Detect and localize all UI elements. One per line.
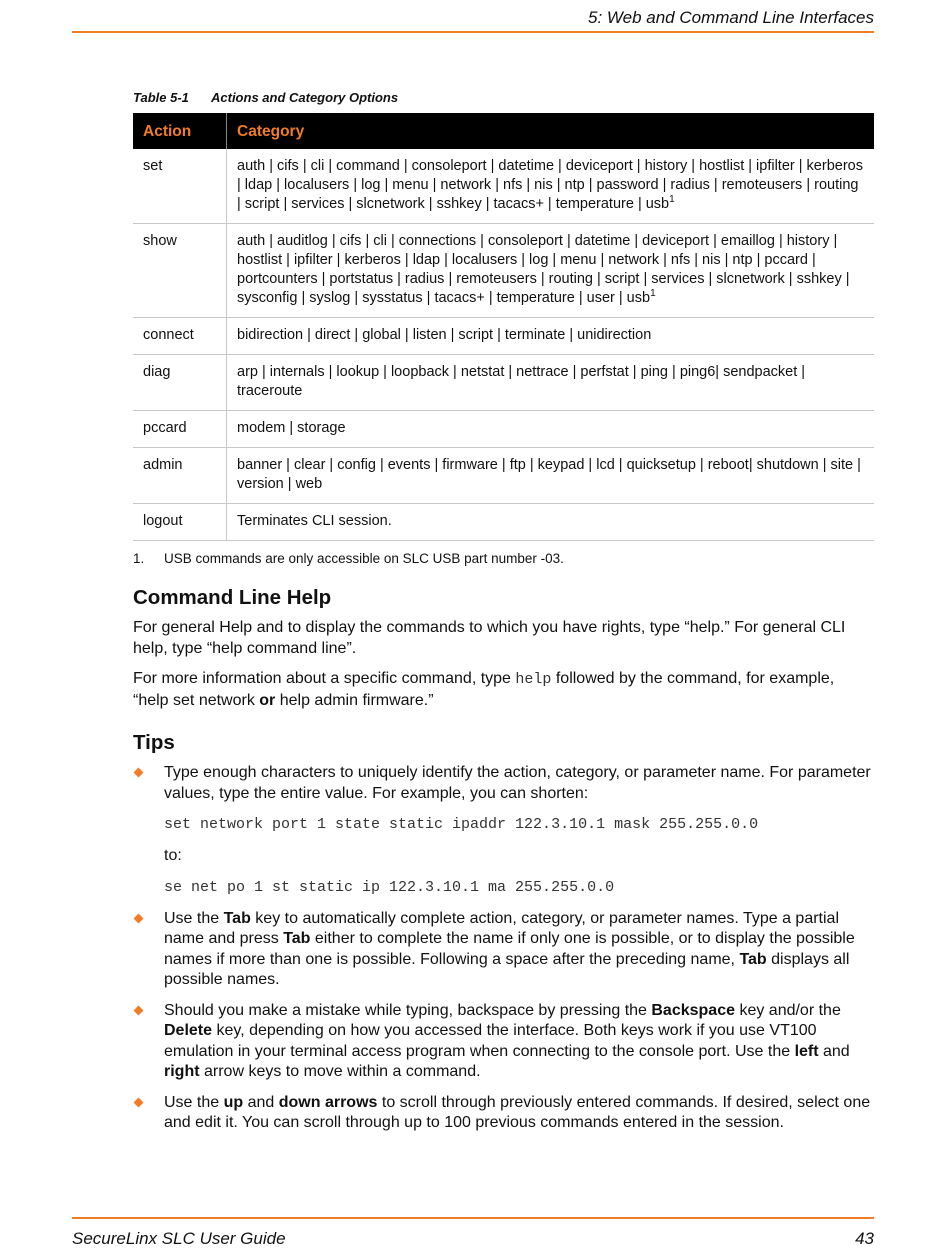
tip-item xyxy=(133,909,874,991)
table-number: Table 5-1 xyxy=(133,90,189,105)
diamond-bullet-icon xyxy=(134,913,144,923)
text-run: key, depending on how you accessed the interface. Both keys work if you use VT100 emulation in your terminal access program when connecting to the console port. Use the xyxy=(164,1022,817,1060)
bold-text: Tab xyxy=(739,950,767,968)
action-cell: show xyxy=(133,224,227,318)
tip-item xyxy=(133,1093,874,1134)
tips-heading: Tips xyxy=(133,731,175,754)
text-run: help admin firmware.” xyxy=(275,691,434,709)
header-rule xyxy=(72,31,874,33)
code-short: se net po 1 st static ip 122.3.10.1 ma 255.255.0.0 xyxy=(164,879,615,896)
bold-text: Tab xyxy=(223,909,251,927)
text-run: key and/or the xyxy=(735,1001,841,1019)
table-title: Actions and Category Options xyxy=(211,90,399,105)
action-cell: logout xyxy=(133,504,227,541)
help-paragraph-1: For general Help and to display the commands to which you have rights, type “help.” For general CLI help, type “help command line”. xyxy=(133,619,846,657)
category-cell xyxy=(227,224,875,318)
footnote-text: USB commands are only accessible on SLC USB part number -03. xyxy=(164,551,564,566)
category-cell: modem | storage xyxy=(227,411,875,448)
footnote-ref: 1 xyxy=(669,194,675,206)
code-example xyxy=(164,815,874,899)
bold-text: left xyxy=(794,1042,819,1060)
category-cell xyxy=(227,149,875,224)
diamond-bullet-icon xyxy=(134,1005,144,1015)
text-run: displays all possible names. xyxy=(164,950,850,988)
diamond-bullet-icon xyxy=(134,768,144,778)
table-header-row xyxy=(133,113,874,149)
category-cell: Terminates CLI session. xyxy=(227,504,875,541)
text-run: key to automatically complete action, category, or parameter names. Type a partial name and press xyxy=(164,909,839,947)
guide-title: SecureLinx SLC User Guide xyxy=(72,1229,286,1248)
header-action: Action xyxy=(133,113,227,149)
bold-text: down arrows xyxy=(278,1093,378,1111)
text-run: and xyxy=(243,1093,279,1111)
footnote-ref: 1 xyxy=(650,288,656,300)
page-content xyxy=(133,90,874,1144)
tip-item xyxy=(133,763,874,899)
category-cell: arp | internals | lookup | loopback | netstat | nettrace | perfstat | ping | ping6| sendpacket | traceroute xyxy=(227,355,875,411)
bold-text: right xyxy=(164,1063,200,1080)
footer-rule xyxy=(72,1217,874,1219)
bold-text: or xyxy=(259,691,276,709)
table-row xyxy=(133,149,874,224)
table-row xyxy=(133,504,874,541)
text-run: and xyxy=(818,1042,850,1060)
category-text: auth | cifs | cli | command | consoleport | datetime | deviceport | history | hostlist | ipfilter | kerberos | ldap | localusers | log | menu | network | nfs | nis | ntp | password | radius | remoteusers | routing | script | services | slcnetwork | sshkey | tacacs+ | temperature | usb xyxy=(237,158,863,212)
text-run: Should you make a mistake while typing, backspace by pressing the xyxy=(164,1001,652,1019)
text-run: to scroll through previously entered commands. If desired, select one and edit it. You can scroll through up to 100 previous commands entered in the session. xyxy=(164,1093,871,1131)
chapter-title: 5: Web and Command Line Interfaces xyxy=(587,8,874,27)
table-footnote xyxy=(133,551,874,566)
text-run: followed by the command, for example, “help set network xyxy=(133,670,835,709)
actions-table xyxy=(133,113,874,541)
tips-list xyxy=(133,763,874,1134)
header-category: Category xyxy=(227,113,875,149)
help-heading: Command Line Help xyxy=(133,586,332,609)
table-row xyxy=(133,448,874,504)
table-row xyxy=(133,318,874,355)
table-row xyxy=(133,411,874,448)
action-cell: diag xyxy=(133,355,227,411)
text-run: either to complete the name if only one is possible, or to display the possible names if more than one is possible. Following a space after the preceding name, xyxy=(164,930,855,968)
category-cell: banner | clear | config | events | firmware | ftp | keypad | lcd | quicksetup | reboot| shutdown | site | version | web xyxy=(227,448,875,504)
category-text: auth | auditlog | cifs | cli | connections | consoleport | datetime | deviceport | emaillog | history | hostlist | ipfilter | kerberos | ldap | localusers | log | menu | network | nfs | nis | ntp | pccard | portcounters | portstatus | radius | remoteusers | routing | script | services | slcnetwork | sshkey | sysconfig | syslog | sysstatus | tacacs+ | temperature | user | usb xyxy=(237,233,850,306)
bold-text: up xyxy=(223,1093,244,1111)
bold-text: Tab xyxy=(283,930,311,947)
bold-text: Backspace xyxy=(651,1001,735,1019)
table-row xyxy=(133,355,874,411)
table-caption xyxy=(133,90,874,105)
tip-item xyxy=(133,1001,874,1083)
action-cell: admin xyxy=(133,448,227,504)
text-run: Use the xyxy=(164,909,224,927)
category-cell: bidirection | direct | global | listen | script | terminate | unidirection xyxy=(227,318,875,355)
code-to-label: to: xyxy=(164,846,182,864)
table-row xyxy=(133,224,874,318)
action-cell: connect xyxy=(133,318,227,355)
bold-text: Delete xyxy=(164,1022,213,1039)
text-run: Use the xyxy=(164,1093,224,1111)
help-paragraph-2 xyxy=(133,669,874,711)
text-run: arrow keys to move within a command. xyxy=(199,1063,481,1080)
diamond-bullet-icon xyxy=(134,1097,144,1107)
page-number: 43 xyxy=(855,1229,874,1248)
text-run: For more information about a specific command, type xyxy=(133,670,516,687)
footnote-number: 1. xyxy=(133,551,145,566)
action-cell: pccard xyxy=(133,411,227,448)
inline-code: help xyxy=(515,671,552,688)
code-long: set network port 1 state static ipaddr 122.3.10.1 mask 255.255.0.0 xyxy=(164,816,759,833)
tip-text: Type enough characters to uniquely identify the action, category, or parameter name. For parameter values, type the entire value. For example, you can shorten: xyxy=(164,764,871,802)
action-cell: set xyxy=(133,149,227,224)
